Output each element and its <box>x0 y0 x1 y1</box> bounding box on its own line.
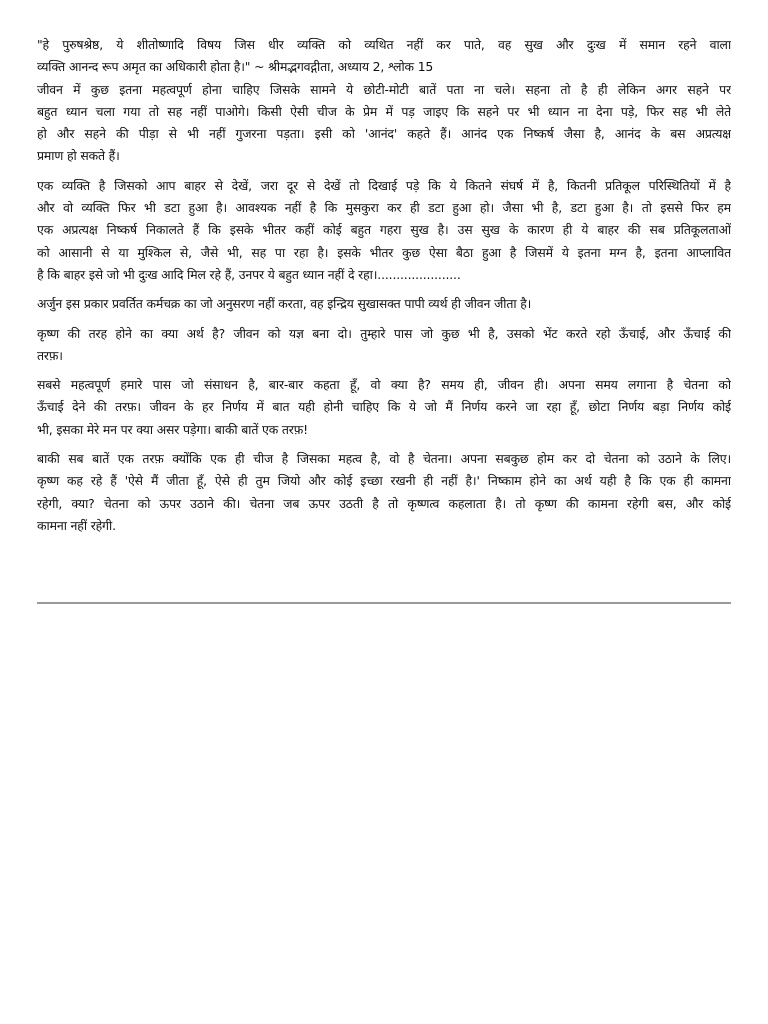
quote-line: "हे पुरुषश्रेष्ठ, ये शीतोष्णादि विषय जिस धीर व्यक्ति को व्यथित नहीं कर पाते, वह सुख और दुःख में समान रहने वाला <box>37 37 731 52</box>
paragraph-line: जीवन में कुछ इतना महत्वपूर्ण होना चाहिए जिसके सामने ये छोटी-मोटी बातें पता ना चले। सहना तो है ही लेकिन अगर सहने पर <box>37 81 731 97</box>
paragraph-line: हो और सहने की पीड़ा से भी नहीं गुजरना पड़ता। इसी को 'आनंद' कहते हैं। आनंद एक निष्कर्ष जैसा है, आनंद के बस अप्रत्यक्ष <box>37 126 731 142</box>
paragraph-line: को आसानी से या मुश्किल से, जैसे भी, सह पा रहा है। इसके भीतर कुछ ऐसा बैठा हुआ है जिसमें ये इतना मग्न है, इतना आप्लावित <box>37 244 731 260</box>
paragraph-line: प्रमाण हो सकते हैं। <box>37 148 120 164</box>
paragraph-chetna <box>37 448 731 537</box>
paragraph-line: कामना नहीं रहेगी. <box>37 517 116 533</box>
paragraph-line: ऊँचाई देने की तरफ़। जीवन के हर निर्णय में बात यही होनी चाहिए कि ये जो मैं निर्णय करने जा रहा हूँ, छोटा निर्णय बड़ा निर्णय कोई <box>37 399 731 415</box>
paragraph-line: अर्जुन इस प्रकार प्रवर्तित कर्मचक्र का जो अनुसरण नहीं करता, वह इन्द्रिय सुखासक्त पापी व्यर्थ ही जीवन जीता है। <box>37 296 532 312</box>
paragraph-line: एक व्यक्ति है जिसको आप बाहर से देखें, जरा दूर से देखें तो दिखाई पड़े कि ये कितने संघर्ष में है, कितनी प्रतिकूल परिस्थितियों में है <box>37 177 731 193</box>
paragraph-line: रहेगी, क्या? चेतना को ऊपर उठाने की। चेतना जब ऊपर उठती है तो कृष्णत्व कहलाता है। तो कृष्ण की कामना रहेगी बस, और कोई <box>37 495 731 511</box>
paragraph-line: बाकी सब बातें एक तरफ़ क्योंकि एक ही चीज है जिसका महत्व है, वो है चेतना। अपना सबकुछ होम कर दो चेतना को उठाने के लिए। <box>37 451 731 467</box>
horizontal-divider <box>37 602 731 604</box>
quote-line: व्यक्ति आनन्द रूप अमृत का अधिकारी होता है।" ~ श्रीमद्भगवद्गीता, अध्याय 2, श्लोक 15 <box>37 59 434 75</box>
gita-quote <box>37 34 731 79</box>
paragraph-line: तरफ़। <box>37 347 63 363</box>
paragraph-line: एक अप्रत्यक्ष निष्कर्ष निकालते हैं कि इसके भीतर कहीं कोई बहुत गहरा सुख है। उस सुख के कारण ही ये बाहर की सब प्रतिकूलताओं <box>37 222 731 238</box>
paragraph-line: कृष्ण की तरह होने का क्या अर्थ है? जीवन को यज्ञ बना दो। तुम्हारे पास जो कुछ भी है, उसको भेंट करते रहो ऊँचाई, और ऊँचाई की <box>37 325 731 341</box>
paragraph-anand <box>37 79 731 168</box>
paragraph-arjun <box>37 293 731 315</box>
paragraph-line: सबसे महत्वपूर्ण हमारे पास जो संसाधन है, बार-बार कहता हूँ, वो क्या है? समय ही, जीवन ही। अपना समय लगाना है चेतना को <box>37 377 731 393</box>
paragraph-line: भी, इसका मेरे मन पर क्या असर पड़ेगा। बाकी बातें एक तरफ़! <box>37 421 308 437</box>
paragraph-line: बहुत ध्यान चला गया तो सह नहीं पाओगे। किसी ऐसी चीज के प्रेम में पड़ जाइए कि सहने पर भी ध्यान ना देना पड़े, फिर सह भी लेते <box>37 103 731 119</box>
paragraph-krishna <box>37 323 731 368</box>
article-body <box>37 34 731 537</box>
paragraph-line: कृष्ण कह रहे हैं 'ऐसे मैं जीता हूँ, ऐसे ही तुम जियो और कोई इच्छा रखनी ही नहीं है।' निष्काम होने का अर्थ यही है कि एक ही कामना <box>37 473 731 489</box>
paragraph-sansadhan <box>37 374 731 441</box>
paragraph-line: है कि बाहर इसे जो भी दुःख आदि मिल रहे हैं, उनपर ये बहुत ध्यान नहीं दे रहा।...................... <box>37 266 461 282</box>
paragraph-line: और वो व्यक्ति फिर भी डटा हुआ है। आवश्यक नहीं है कि मुसकुरा कर ही डटा हुआ हो। जैसा भी है, डटा हुआ है। तो इससे फिर हम <box>37 200 731 216</box>
paragraph-vyakti <box>37 175 731 286</box>
